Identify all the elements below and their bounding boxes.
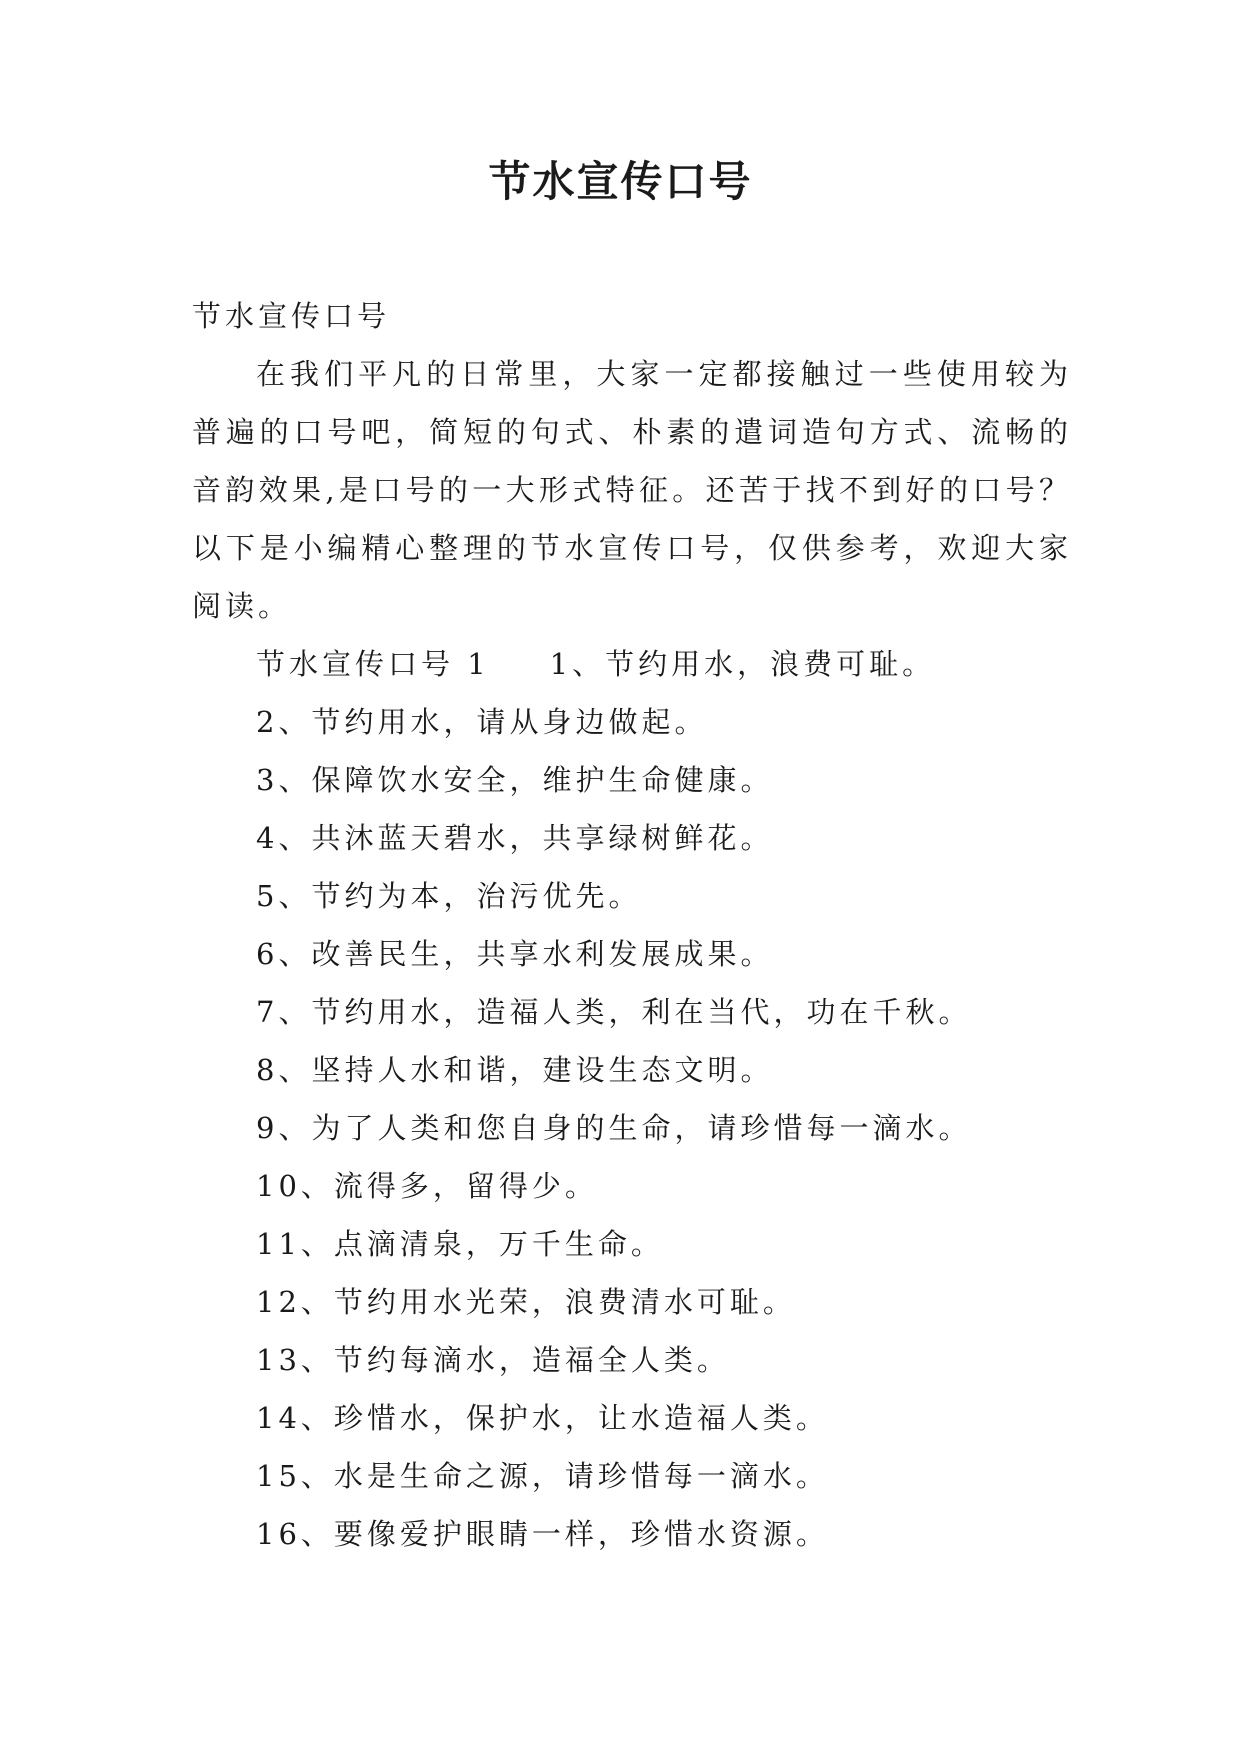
slogan-item: 7、节约用水，造福人类，利在当代，功在千秋。 xyxy=(256,995,972,1029)
slogan-item: 13、节约每滴水，造福全人类。 xyxy=(256,1343,730,1377)
slogan-item: 3、保障饮水安全，维护生命健康。 xyxy=(256,763,774,797)
slogan-item: 5、节约为本，治污优先。 xyxy=(256,879,642,913)
page-title: 节水宣传口号 xyxy=(488,157,753,206)
slogan-item: 16、要像爱护眼睛一样，珍惜水资源。 xyxy=(256,1517,829,1551)
slogan-item: 15、水是生命之源，请珍惜每一滴水。 xyxy=(256,1459,829,1493)
slogan-item: 9、为了人类和您自身的生命，请珍惜每一滴水。 xyxy=(256,1111,972,1145)
slogan-item: 11、点滴清泉，万千生命。 xyxy=(256,1227,664,1261)
slogan-item: 12、节约用水光荣，浪费清水可耻。 xyxy=(256,1285,796,1319)
slogan-item: 14、珍惜水，保护水，让水造福人类。 xyxy=(256,1401,829,1435)
section-heading: 节水宣传口号 1 xyxy=(256,647,490,681)
intro-paragraph: 在我们平凡的日常里，大家一定都接触过一些使用较为普遍的口号吧，简短的句式、朴素的遣词造句方式、流畅的音韵效果,是口号的一大形式特征。还苦于找不到好的口号？以下是小编精心整理的节水宣传口号，仅供参考，欢迎大家阅读。 xyxy=(192,357,1072,623)
slogan-item: 8、坚持人水和谐，建设生态文明。 xyxy=(256,1053,774,1087)
slogan-item: 4、共沐蓝天碧水，共享绿树鲜花。 xyxy=(256,821,774,855)
slogan-item: 1、节约用水，浪费可耻。 xyxy=(549,647,936,681)
slogan-item: 2、节约用水，请从身边做起。 xyxy=(256,705,708,739)
slogan-item: 10、流得多，留得少。 xyxy=(256,1169,598,1203)
slogan-item: 6、改善民生，共享水利发展成果。 xyxy=(256,937,774,971)
document-body xyxy=(192,287,1072,1563)
slogan-line-first xyxy=(192,635,1072,693)
document-subtitle: 节水宣传口号 xyxy=(192,299,391,333)
